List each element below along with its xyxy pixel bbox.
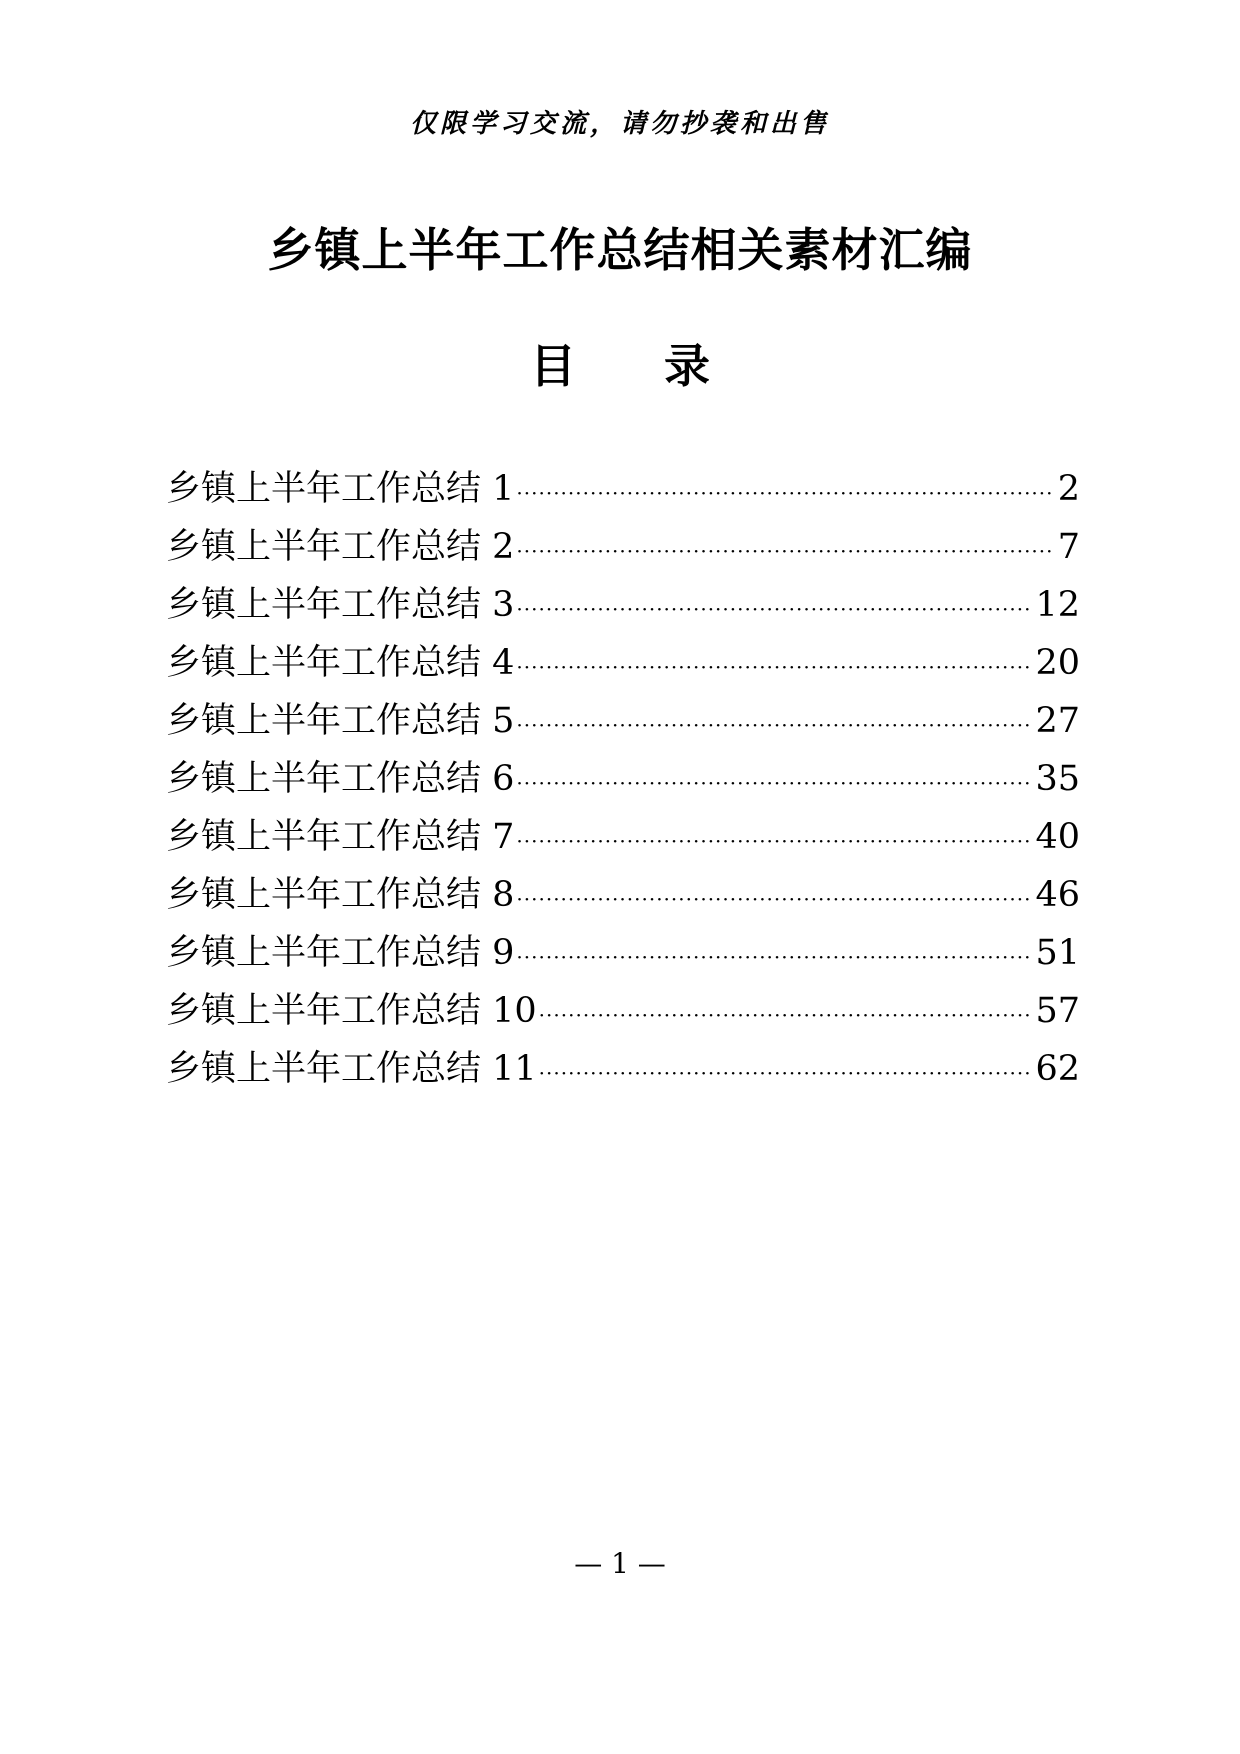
toc-leader-dots (516, 464, 1054, 522)
toc-entry-title: 乡镇上半年工作总结 5 (166, 701, 515, 741)
toc-entry-title: 乡镇上半年工作总结 3 (166, 585, 515, 625)
toc-entry-page: 40 (1035, 817, 1080, 857)
toc-entry[interactable] (166, 460, 1080, 518)
toc-entry-page: 46 (1035, 875, 1080, 915)
toc-entry[interactable] (166, 750, 1080, 808)
toc-entry-page: 12 (1035, 585, 1080, 625)
page-number: — 1 — (574, 1547, 666, 1580)
toc-leader-dots (539, 1044, 1034, 1102)
toc-entry-title: 乡镇上半年工作总结 2 (166, 527, 515, 567)
toc-entry[interactable] (166, 692, 1080, 750)
toc-entry-title: 乡镇上半年工作总结 10 (166, 991, 537, 1031)
toc-leader-dots (516, 928, 1033, 986)
toc-entry[interactable] (166, 866, 1080, 924)
document-title: 乡镇上半年工作总结相关素材汇编 (267, 223, 973, 277)
toc-leader-dots (516, 696, 1033, 754)
toc-entry-title: 乡镇上半年工作总结 7 (166, 817, 515, 857)
toc-leader-dots (539, 986, 1034, 1044)
toc-leader-dots (516, 638, 1033, 696)
toc-entry-title: 乡镇上半年工作总结 8 (166, 875, 515, 915)
toc-entry-title: 乡镇上半年工作总结 1 (166, 469, 515, 509)
toc-entry-title: 乡镇上半年工作总结 9 (166, 933, 515, 973)
copyright-notice: 仅限学习交流，请勿抄袭和出售 (409, 109, 830, 139)
toc-entry-title: 乡镇上半年工作总结 11 (166, 1049, 537, 1089)
toc-entry[interactable] (166, 1040, 1080, 1098)
toc-leader-dots (516, 522, 1054, 580)
toc-leader-dots (516, 580, 1033, 638)
toc-entry-page: 51 (1035, 933, 1080, 973)
table-of-contents (166, 460, 1080, 1098)
toc-entry-page: 20 (1035, 643, 1080, 683)
toc-entry-page: 62 (1035, 1049, 1080, 1089)
toc-entry[interactable] (166, 576, 1080, 634)
toc-entry[interactable] (166, 982, 1080, 1040)
toc-leader-dots (516, 754, 1033, 812)
toc-entry[interactable] (166, 518, 1080, 576)
toc-entry-title: 乡镇上半年工作总结 6 (166, 759, 515, 799)
toc-entry-page: 7 (1057, 527, 1080, 567)
toc-entry[interactable] (166, 634, 1080, 692)
toc-entry-title: 乡镇上半年工作总结 4 (166, 643, 515, 683)
toc-leader-dots (516, 812, 1033, 870)
toc-leader-dots (516, 870, 1033, 928)
toc-entry[interactable] (166, 808, 1080, 866)
toc-heading: 目 录 (529, 339, 746, 393)
toc-entry-page: 2 (1057, 469, 1080, 509)
toc-entry-page: 27 (1035, 701, 1080, 741)
toc-entry-page: 35 (1035, 759, 1080, 799)
toc-entry-page: 57 (1035, 991, 1080, 1031)
toc-entry[interactable] (166, 924, 1080, 982)
